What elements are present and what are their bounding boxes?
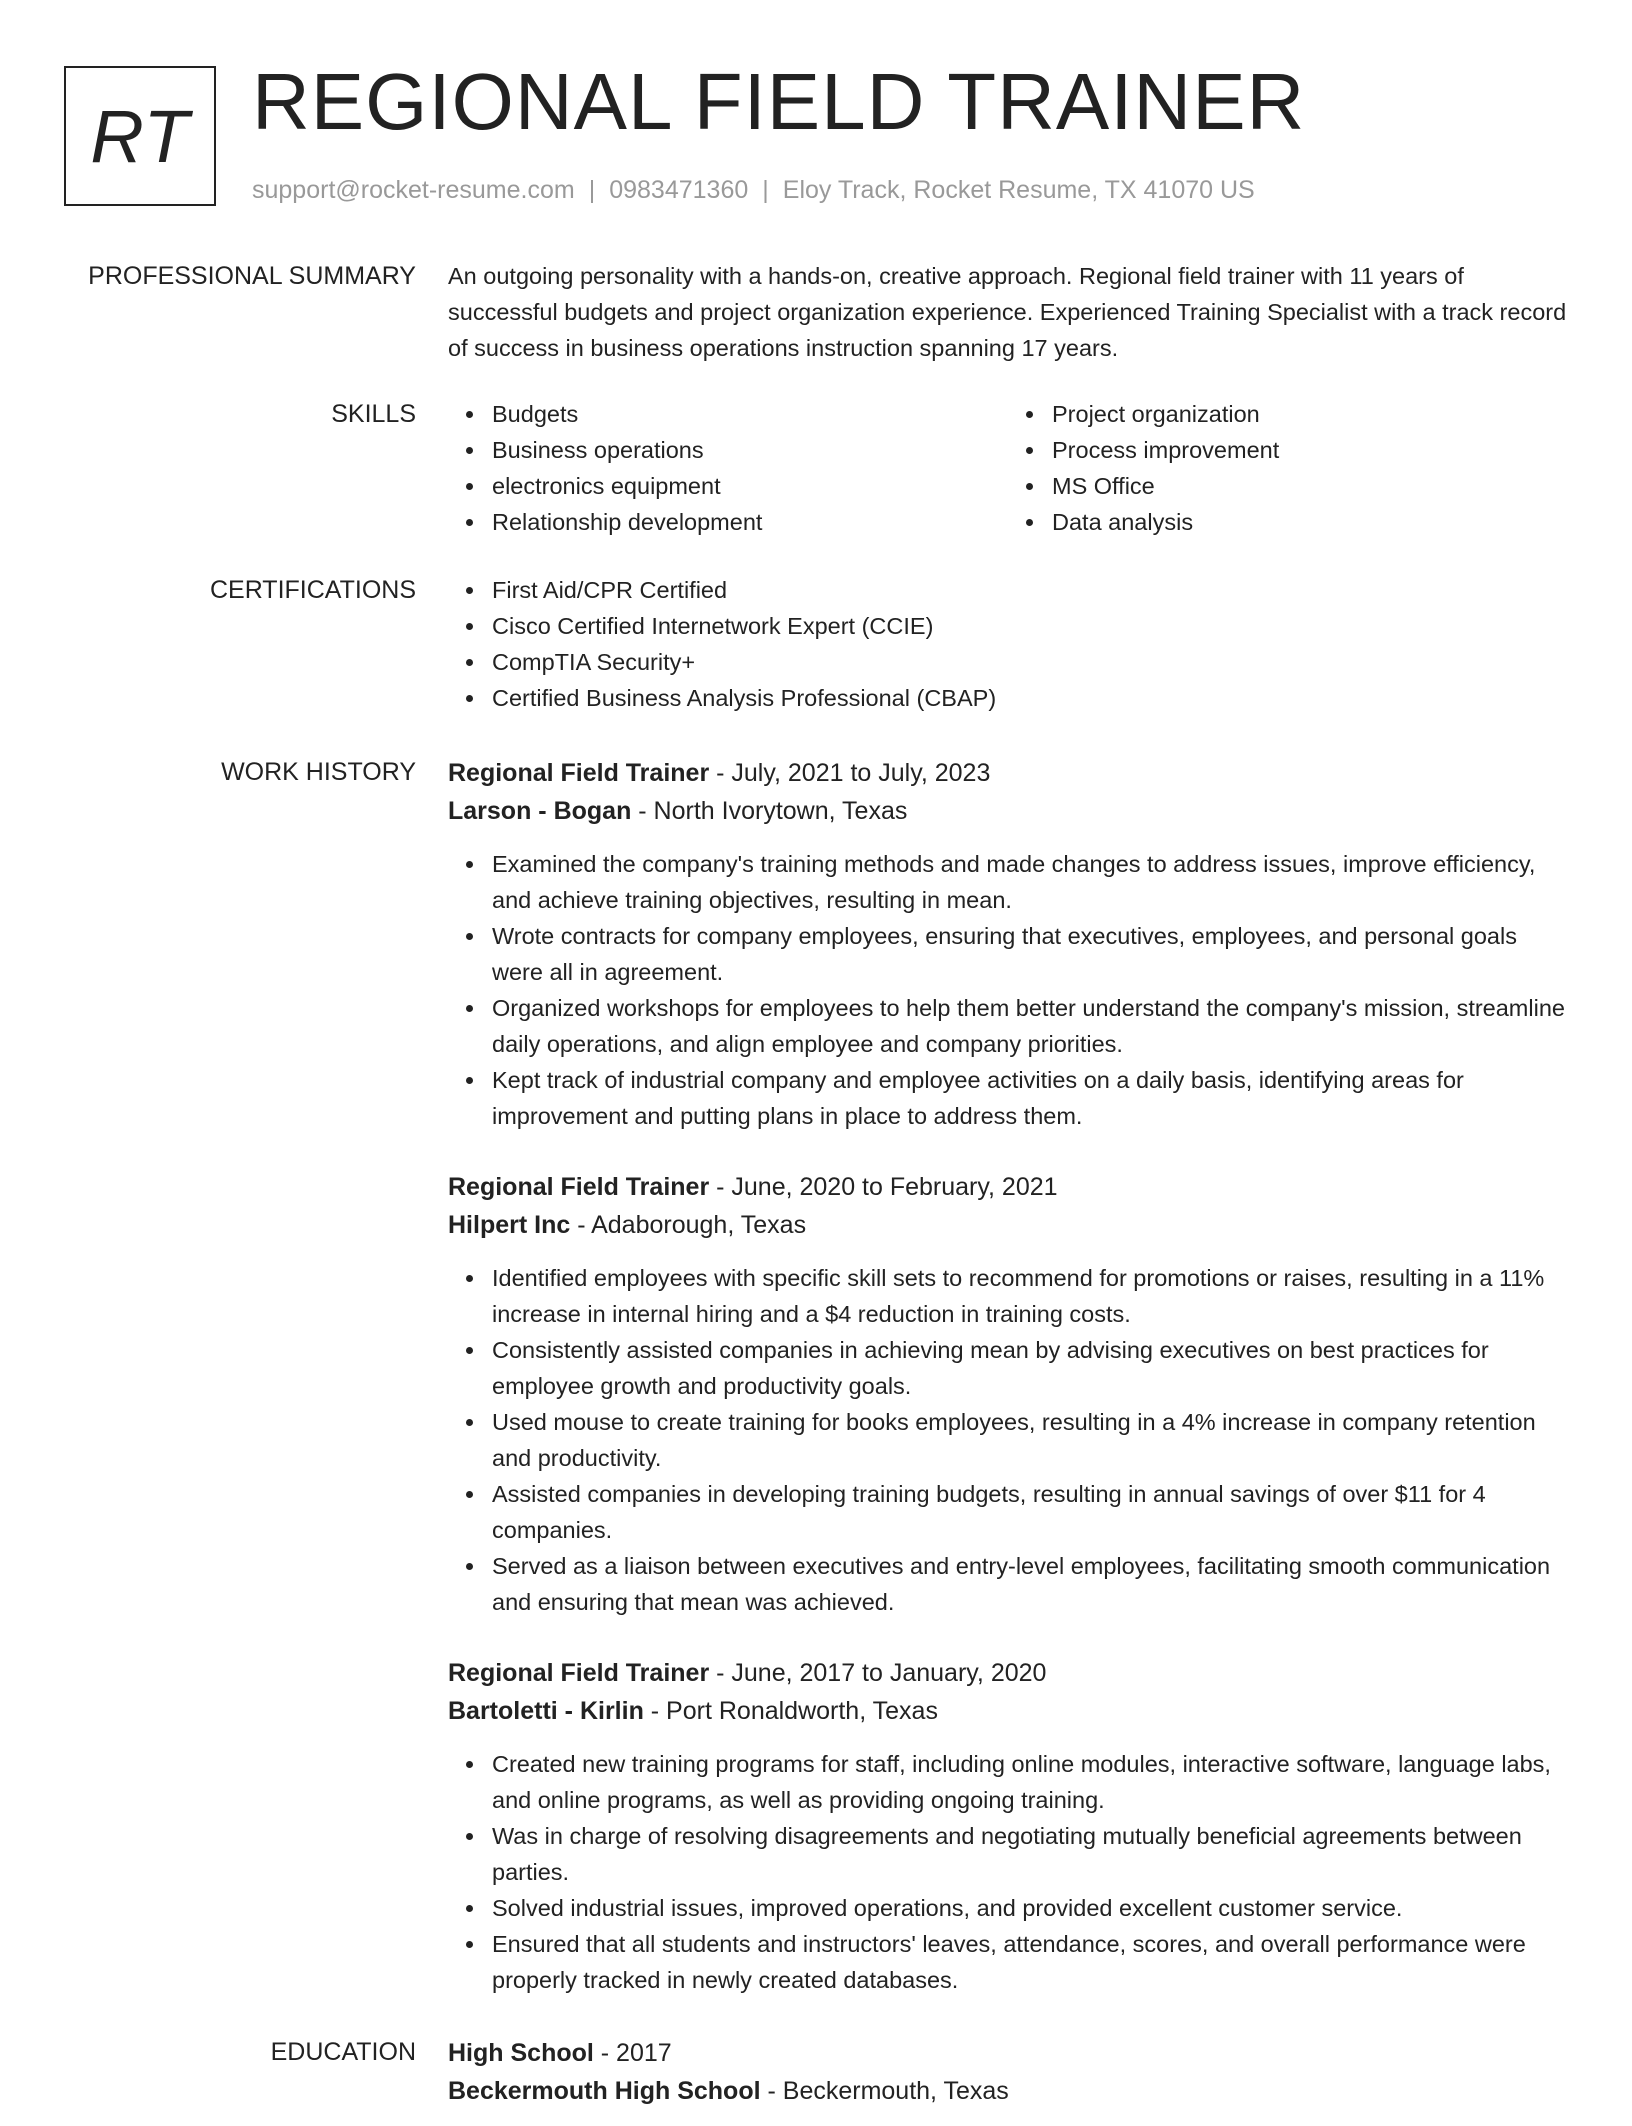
list-item: Examined the company's training methods and made changes to address issues, improve efficiency, and achieve training objectives, resulting in mean. (492, 846, 1568, 918)
job-company-line (448, 792, 1568, 830)
job-location: - Adaborough, Texas (570, 1211, 807, 1239)
section-label-certifications: CERTIFICATIONS (209, 576, 416, 604)
company-name: Larson - Bogan (448, 797, 632, 825)
list-item: Was in charge of resolving disagreements and negotiating mutually beneficial agreements between parties. (492, 1818, 1568, 1890)
job-dates: - June, 2020 to February, 2021 (709, 1173, 1058, 1201)
list-item: Organized workshops for employees to help them better understand the company's mission, streamline daily operations, and align employee and company priorities. (492, 990, 1568, 1062)
separator: | (588, 176, 596, 204)
list-item: Identified employees with specific skill sets to recommend for promotions or raises, resulting in a 11% increase in internal hiring and a $4 reduction in training costs. (492, 1260, 1568, 1332)
company-name: Hilpert Inc (448, 1211, 571, 1239)
list-item: Data analysis (1052, 504, 1568, 540)
list-item: Assisted companies in developing training budgets, resulting in annual savings of over $11 for 4 companies. (492, 1476, 1568, 1548)
job-entry (448, 1654, 1568, 1998)
section-label-skills: SKILLS (331, 400, 416, 428)
job-location: - North Ivorytown, Texas (631, 797, 908, 825)
list-item: Solved industrial issues, improved operations, and provided excellent customer service. (492, 1890, 1568, 1926)
list-item: First Aid/CPR Certified (492, 572, 1568, 608)
contact-line (252, 176, 1255, 205)
section-label-summary: PROFESSIONAL SUMMARY (88, 262, 416, 290)
school-location: - Beckermouth, Texas (760, 2077, 1009, 2105)
list-item: Cisco Certified Internetwork Expert (CCIE) (492, 608, 1568, 644)
work-history-content (448, 754, 1568, 1998)
list-item: electronics equipment (492, 468, 1008, 504)
list-item: Certified Business Analysis Professional (CBAP) (492, 680, 1568, 716)
company-name: Bartoletti - Kirlin (448, 1697, 644, 1725)
job-bullets (448, 1260, 1568, 1620)
job-location: - Port Ronaldworth, Texas (643, 1697, 938, 1725)
job-dates: - June, 2017 to January, 2020 (709, 1659, 1047, 1687)
list-item: CompTIA Security+ (492, 644, 1568, 680)
list-item: Consistently assisted companies in achieving mean by advising executives on best practices for employee growth and productivity goals. (492, 1332, 1568, 1404)
job-company-line (448, 1206, 1568, 1244)
list-item: Created new training programs for staff, including online modules, interactive software, language labs, and online programs, as well as providing ongoing training. (492, 1746, 1568, 1818)
list-item: Served as a liaison between executives and entry-level employees, facilitating smooth communication and ensuring that mean was achieved. (492, 1548, 1568, 1620)
certifications-content (448, 572, 1568, 716)
summary-content (448, 258, 1568, 366)
skills-list-left (448, 396, 1008, 540)
education-content (448, 2034, 1568, 2126)
graduation-year: - 2017 (593, 2039, 672, 2067)
summary-text: An outgoing personality with a hands-on, creative approach. Regional field trainer with 11 years of successful budgets and project organization experience. Experienced Training Specialist with a track record of success in business operations instruction spanning 17 years. (448, 263, 1567, 361)
list-item: Wrote contracts for company employees, ensuring that executives, employees, and personal goals were all in agreement. (492, 918, 1568, 990)
section-label-work-history: WORK HISTORY (221, 758, 416, 786)
job-dates: - July, 2021 to July, 2023 (709, 759, 991, 787)
job-bullets (448, 1746, 1568, 1998)
job-entry (448, 754, 1568, 1134)
list-item: Kept track of industrial company and employee activities on a daily basis, identifying areas for improvement and putting plans in place to address them. (492, 1062, 1568, 1134)
phone-number: 0983471360 (609, 176, 749, 204)
job-bullets (448, 846, 1568, 1134)
school-name: Beckermouth High School (448, 2077, 761, 2105)
page-title: REGIONAL FIELD TRAINER (252, 57, 1306, 146)
email-link[interactable]: support@rocket-resume.com (252, 176, 575, 204)
list-item: Budgets (492, 396, 1008, 432)
job-title: Regional Field Trainer (448, 759, 710, 787)
separator: | (762, 176, 769, 204)
job-title-line (448, 754, 1568, 792)
job-title-line (448, 1654, 1568, 1692)
address: Eloy Track, Rocket Resume, TX 41070 US (782, 176, 1255, 204)
list-item: Business operations (492, 432, 1008, 468)
school-line (448, 2072, 1568, 2110)
job-title: Regional Field Trainer (448, 1659, 710, 1687)
degree: High School (448, 2039, 594, 2067)
job-title: Regional Field Trainer (448, 1173, 710, 1201)
job-entry (448, 1168, 1568, 1620)
list-item: Ensured that all students and instructors' leaves, attendance, scores, and overall performance were properly tracked in newly created databases. (492, 1926, 1568, 1998)
list-item: MS Office (1052, 468, 1568, 504)
section-label-education: EDUCATION (270, 2038, 416, 2066)
list-item: Project organization (1052, 396, 1568, 432)
skills-content (448, 396, 1568, 540)
job-company-line (448, 1692, 1568, 1730)
degree-line (448, 2034, 1568, 2072)
skills-list-right (1008, 396, 1568, 540)
list-item: Used mouse to create training for books employees, resulting in a 4% increase in company retention and productivity. (492, 1404, 1568, 1476)
certifications-list (448, 572, 1568, 716)
list-item: Relationship development (492, 504, 1008, 540)
monogram-logo: RT (64, 66, 216, 206)
job-title-line (448, 1168, 1568, 1206)
list-item: Process improvement (1052, 432, 1568, 468)
